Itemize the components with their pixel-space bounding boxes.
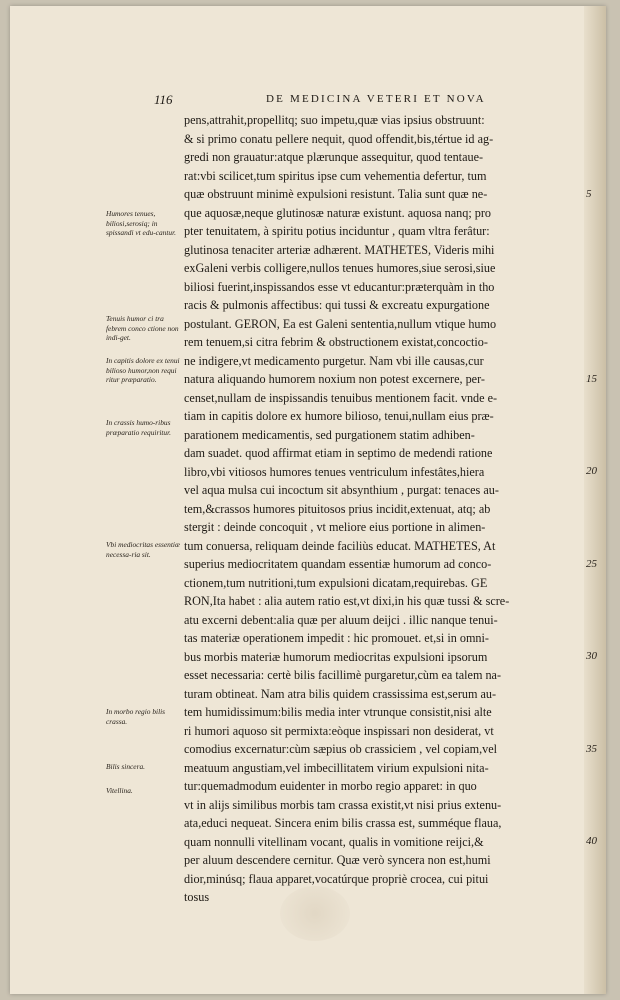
text-line: pter tenuitatem, à spiritu potius inciduntur , quam vltra ferâtur:	[184, 224, 490, 238]
text-line: dior,minúsq; flaua apparet,vocatúrque propriè crocea, cui pitui	[184, 871, 489, 886]
text-line: postulant. GERON, Ea est Galeni sententia,nullum vtique humo	[184, 316, 497, 331]
text-line: tem,&crassos humores pituitosos prius incidit,extenuat, atq; ab	[184, 501, 491, 516]
page-header	[154, 92, 584, 112]
text-line: ata,educi nequeat. Sincera enim bilis crassa est, summéque flaua,	[184, 816, 502, 830]
text-line: rem tenuem,si citra febrim & obstructionem existat,concoctio-	[184, 335, 488, 349]
text-line: gredi non grauatur:atque plærunque assequitur, quod tentaue-	[184, 150, 484, 164]
margin-note: Vbi mediocritas essentiæ necessa-ria sit.	[106, 540, 180, 559]
main-text-block	[184, 111, 597, 907]
text-line: tum conuersa, reliquam deinde faciliùs educat. MATHETES, At	[184, 538, 496, 553]
margin-note: Bilis sincera.	[106, 762, 146, 771]
text-line: quæ obstruunt minimè expulsioni resistunt. Talia sunt quæ ne-	[184, 187, 488, 201]
text-line: bus morbis materiæ humorum mediocritas expulsioni ipsorum	[184, 649, 488, 664]
text-line: meatuum angustiam,vel imbecillitatem virium expulsioni nita-	[184, 760, 489, 775]
text-line: tur:quemadmodum euidenter in morbo regio apparet: in quo	[184, 779, 477, 793]
text-line: & si primo conatu pellere nequit, quod offendit,bis,tértue id ag-	[184, 131, 494, 146]
text-line: superius mediocritatem quandam essentiæ humorum ad conco-	[184, 557, 492, 571]
line-number: 30	[586, 650, 597, 662]
text-line: censet,nullam de inspissandis tenuibus mentionem facit. vnde e-	[184, 390, 498, 405]
text-line: glutinosa tenaciter arteriæ adhærent. MATHETES, Videris mihi	[184, 242, 495, 257]
text-line: ne indigere,vt medicamento purgetur. Nam vbi ille causas,cur	[184, 353, 484, 368]
text-line: esset necessaria: certè bilis facillimè purgaretur,cùm ea talem na-	[184, 668, 502, 682]
margin-note: In crassis humo-ribus præparatio requiritur.	[106, 418, 172, 437]
book-page	[10, 6, 606, 994]
text-line: tem humidissimum:bilis media inter vtrunque consistit,nisi alte	[184, 705, 492, 719]
text-line: atu excerni debent:alia quæ per aluum deijci . illic nanque tenui-	[184, 612, 498, 627]
margin-note: In morbo regio bilis crassa.	[106, 707, 166, 726]
text-line: vel aqua mulsa cui incoctum sit absynthium , purgat: tenaces au-	[184, 483, 499, 497]
text-line: tiam in capitis dolore ex humore bilioso, tenui,nullam eius præ-	[184, 409, 494, 423]
text-line: turam obtineat. Nam atra bilis quidem crassissima est,serum au-	[184, 686, 497, 701]
running-head: DE MEDICINA VETERI ET NOVA	[266, 93, 486, 105]
text-line: pens,attrahit,propellitq; suo impetu,quæ vias ipsius obstruunt:	[184, 113, 485, 127]
line-number: 15	[586, 373, 597, 385]
text-line: biliosi fuerint,inspissandos esse vt educantur:præterquàm in tho	[184, 279, 495, 294]
text-line: exGaleni verbis colligere,nullos tenues humores,siue serosi,siue	[184, 261, 496, 275]
line-number: 35	[586, 743, 597, 755]
line-number: 5	[586, 188, 592, 200]
text-line: stergit : deinde concoquit , vt meliore eius portione in alimen-	[184, 520, 486, 534]
margin-note: Humores tenues, biliosi,serosiq; in spissandi vt edu-cantur.	[106, 209, 177, 237]
line-number: 25	[586, 558, 597, 570]
line-number: 20	[586, 465, 597, 477]
margin-note: Vitellina.	[106, 786, 133, 795]
text-line: racis & pulmonis affectibus: qui tussi & excreatu expurgatione	[184, 298, 490, 312]
line-number: 40	[586, 835, 597, 847]
text-line: ri humori aquoso sit permixta:eòque inspissari non desiderat, vt	[184, 723, 494, 738]
text-line: RON,Ita habet : alia autem ratio est,vt dixi,in his quæ tussi & scre-	[184, 594, 510, 608]
text-line: tas materiæ operationem impedit : hic promouet. et,si in omni-	[184, 631, 489, 645]
text-line: que aquosæ,neque glutinosæ naturæ existunt. aquosa nanq; pro	[184, 205, 492, 220]
text-line: vt in alijs similibus morbis tam crassa existit,vt nisi prius extenu-	[184, 797, 502, 812]
text-line: quam nonnulli vitellinam vocant, qualis in vomitione reijci,&	[184, 834, 484, 849]
text-line: rat:vbi scilicet,tum spiritus ipse cum vehementia defertur, tum	[184, 168, 487, 183]
text-line: parationem medicamentis, sed purgationem statim adhiben-	[184, 427, 475, 442]
text-line: natura aliquando humorem noxium non potest excernere, per-	[184, 372, 485, 386]
text-line: dam suadet. quod affirmat etiam in septimo de medendi ratione	[184, 446, 493, 460]
text-line: ctionem,tum nutritioni,tum expulsioni dicatam,requirebas. GE	[184, 575, 488, 590]
margin-note: Tenuis humor ci tra febrem conco ctione non indi-get.	[106, 314, 179, 342]
text-line: tosus	[184, 890, 210, 904]
text-line: libro,vbi vitiosos humores tenues ventriculum infestâtes,hiera	[184, 464, 485, 479]
text-line: per aluum descendere cernitur. Quæ verò syncera non est,humi	[184, 853, 491, 867]
folio-number: 116	[154, 92, 173, 107]
text-line: comodius excernatur:cùm sæpius ob crassiciem , vel copiam,vel	[184, 742, 498, 756]
margin-note: In capitis dolore ex tenui bilioso humor,non requi ritur præparatio.	[106, 356, 180, 384]
